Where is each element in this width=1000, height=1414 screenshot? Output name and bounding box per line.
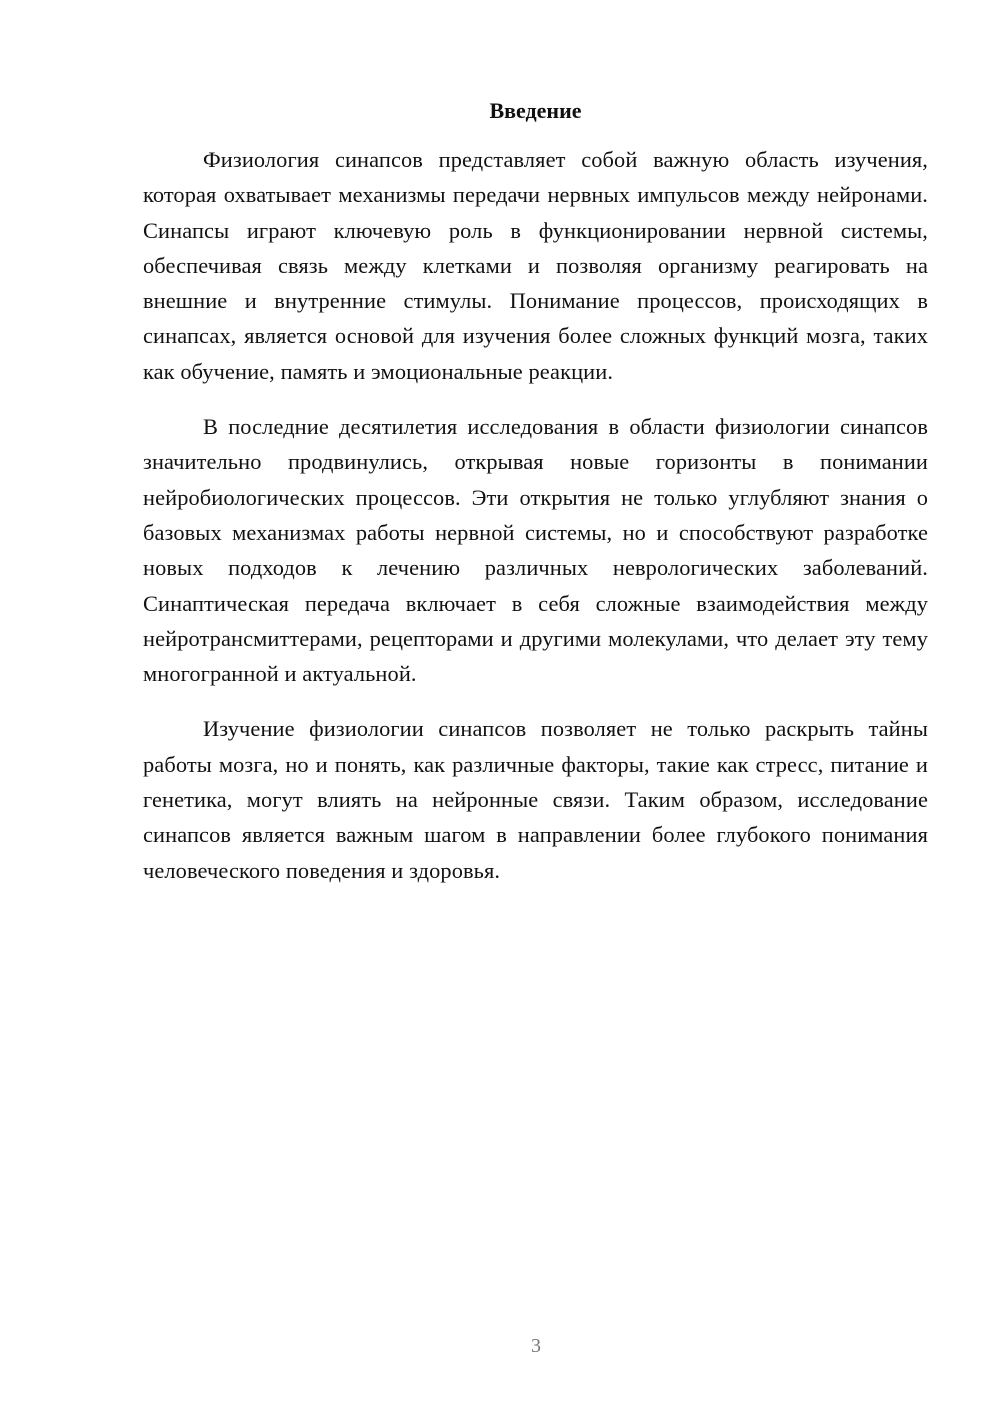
section-title: Введение (489, 98, 582, 123)
paragraph-1: Физиология синапсов представляет собой важную область изучения, которая охватывает механизмы передачи нервных импульсов между нейронами. Синапсы играют ключевую роль в функционировании нервной системы, обеспечивая связь между клетками и позволяя организму реагировать на внешние и внутренние стимулы. Понимание процессов, происходящих в синапсах, является основой для изучения более сложных функций мозга, таких как обучение, память и эмоциональные реакции. (143, 147, 928, 384)
paragraph-3: Изучение физиологии синапсов позволяет не только раскрыть тайны работы мозга, но и понять, как различные факторы, такие как стресс, питание и генетика, могут влиять на нейронные связи. Таким образом, исследование синапсов является важным шагом в направлении более глубокого понимания человеческого поведения и здоровья. (143, 716, 928, 883)
paragraph-2: В последние десятилетия исследования в области физиологии синапсов значительно продвинулись, открывая новые горизонты в понимании нейробиологических процессов. Эти открытия не только углубляют знания о базовых механизмах работы нервной системы, но и способствуют разработке новых подходов к лечению различных неврологических заболеваний. Синаптическая передача включает в себя сложные взаимодействия между нейротрансмиттерами, рецепторами и другими молекулами, что делает эту тему многогранной и актуальной. (143, 414, 928, 687)
body-text (143, 142, 928, 908)
page-number: 3 (531, 1335, 541, 1357)
